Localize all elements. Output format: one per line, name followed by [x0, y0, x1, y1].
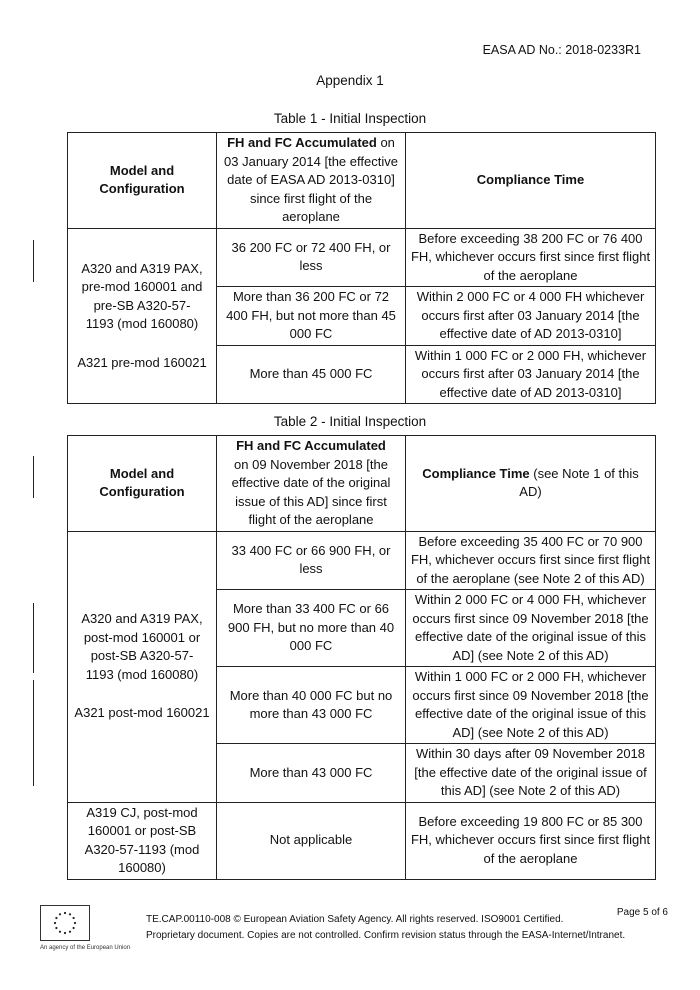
table2-fh-cell: More than 40 000 FC but no more than 43 000 FC	[217, 667, 406, 744]
revision-bar	[33, 603, 34, 673]
table2-cj-model-cell: A319 CJ, post-mod 160001 or post-SB A320-57-1193 (mod 160080)	[68, 802, 217, 879]
appendix-title: Appendix 1	[316, 73, 384, 88]
table1-compliance-cell: Within 2 000 FC or 4 000 FH whichever occurs first after 03 January 2014 [the effective date of AD 2013-0310]	[406, 287, 656, 346]
table1	[67, 132, 656, 404]
table1-header-model: Model and Configuration	[68, 133, 217, 229]
table1-caption: Table 1 - Initial Inspection	[273, 111, 427, 126]
table2-compliance-cell: Before exceeding 19 800 FC or 85 300 FH, whichever occurs first since first flight of the aeroplane	[406, 802, 656, 879]
table1-compliance-cell: Within 1 000 FC or 2 000 FH, whichever occurs first after 03 January 2014 [the effective date of AD 2013-0310]	[406, 345, 656, 404]
footer-text: TE.CAP.00110-008 © European Aviation Safety Agency. All rights reserved. ISO9001 Certified. Proprietary document. Copies are not controlled. Confirm revision status through the EASA-Internet/Intranet.	[146, 914, 626, 941]
eu-flag-logo	[40, 905, 90, 941]
table1-model-cell: A320 and A319 PAX, pre-mod 160001 and pre-SB A320-57-1193 (mod 160080) A321 pre-mod 160021	[68, 228, 217, 404]
table1-fh-cell: More than 45 000 FC	[217, 345, 406, 404]
table2-compliance-cell: Within 30 days after 09 November 2018 [the effective date of the original issue of this AD] (see Note 2 of this AD)	[406, 744, 656, 803]
revision-bar	[33, 456, 34, 498]
table2-compliance-cell: Within 2 000 FC or 4 000 FH, whichever occurs first since 09 November 2018 [the effective date of the original issue of this AD] (see Note 2 of this AD)	[406, 590, 656, 667]
table2-compliance-cell: Before exceeding 35 400 FC or 70 900 FH, whichever occurs first since first flight of the aeroplane (see Note 2 of this AD)	[406, 531, 656, 590]
table1-fh-cell: More than 36 200 FC or 72 400 FH, but not more than 45 000 FC	[217, 287, 406, 346]
ad-number-header: EASA AD No.: 2018-0233R1	[482, 43, 641, 57]
table2	[67, 435, 656, 880]
table2-model-cell: A320 and A319 PAX, post-mod 160001 or post-SB A320-57-1193 (mod 160080) A321 post-mod 160021	[68, 531, 217, 802]
table2-caption: Table 2 - Initial Inspection	[273, 414, 427, 429]
table1-header-compliance: Compliance Time	[406, 133, 656, 229]
table1-compliance-cell: Before exceeding 38 200 FC or 76 400 FH, whichever occurs first since first flight of the aeroplane	[406, 228, 656, 287]
table2-fh-cell: More than 43 000 FC	[217, 744, 406, 803]
table1-header-fh-fc: FH and FC Accumulated on 03 January 2014 [the effective date of EASA AD 2013-0310] since first flight of the aeroplane	[217, 133, 406, 229]
agency-caption: An agency of the European Union	[40, 945, 131, 951]
table2-compliance-cell: Within 1 000 FC or 2 000 FH, whichever occurs first since 09 November 2018 [the effective date of the original issue of this AD] (see Note 2 of this AD)	[406, 667, 656, 744]
table2-header-compliance: Compliance Time (see Note 1 of this AD)	[406, 436, 656, 532]
table2-header-model: Model and Configuration	[68, 436, 217, 532]
table2-fh-cell: More than 33 400 FC or 66 900 FH, but no more than 40 000 FC	[217, 590, 406, 667]
table2-fh-cell: Not applicable	[217, 802, 406, 879]
revision-bar	[33, 680, 34, 786]
revision-bar	[33, 240, 34, 282]
table2-header-fh-fc: FH and FC Accumulated on 09 November 2018 [the effective date of the original issue of this AD] since first flight of the aeroplane	[217, 436, 406, 532]
table2-fh-cell: 33 400 FC or 66 900 FH, or less	[217, 531, 406, 590]
table1-fh-cell: 36 200 FC or 72 400 FH, or less	[217, 228, 406, 287]
page-number: Page 5 of 6	[616, 907, 668, 918]
